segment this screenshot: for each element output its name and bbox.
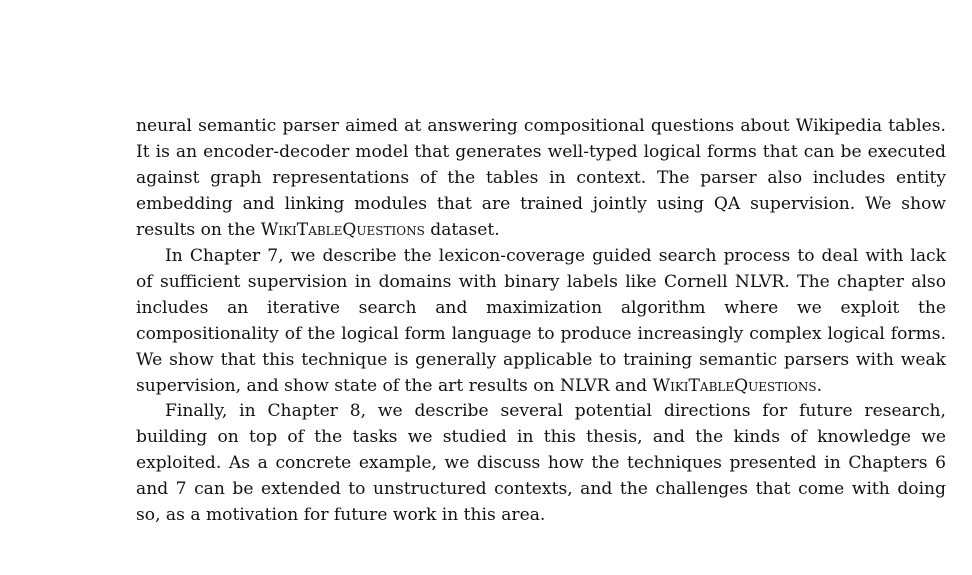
paragraph-chapter-7 xyxy=(136,244,946,400)
dataset-name-wikitablequestions: WikiTableQuestions xyxy=(652,375,817,396)
paragraph-text: Finally, in Chapter 8, we describe several potential directions for future research, building on top of the tasks we studied in this thesis, and the kinds of knowledge we exploited. As a concrete example, we discuss how the techniques presented in Chapters 6 and 7 can be extended to unstructured contexts, and the challenges that come with doing so, as a motivation for future work in this area. xyxy=(136,401,946,526)
paragraph-chapter-8 xyxy=(136,399,946,529)
dataset-name-wikitablequestions: WikiTableQuestions xyxy=(260,219,425,240)
paragraph-text: . xyxy=(816,375,822,396)
paragraph-parser-description xyxy=(136,114,946,244)
thesis-page-body xyxy=(136,114,946,529)
paragraph-text: neural semantic parser aimed at answering compositional questions about Wikipedia tables. It is an encoder-decoder model that generates well-typed logical forms that can be executed against graph representations of the tables in context. The parser also includes entity embedding and linking modules that are trained jointly using QA supervision. We show results on the xyxy=(136,116,946,240)
paragraph-text: In Chapter 7, we describe the lexicon-coverage guided search process to deal with lack of sufficient supervision in domains with binary labels like Cornell NLVR. The chapter also includes an iterative search and maximization algorithm where we exploit the compositionality of the logical form language to produce increasingly complex logical forms. We show that this technique is generally applicable to training semantic parsers with weak supervision, and show state of the art results on NLVR and xyxy=(136,245,946,396)
paragraph-text: dataset. xyxy=(424,219,500,240)
